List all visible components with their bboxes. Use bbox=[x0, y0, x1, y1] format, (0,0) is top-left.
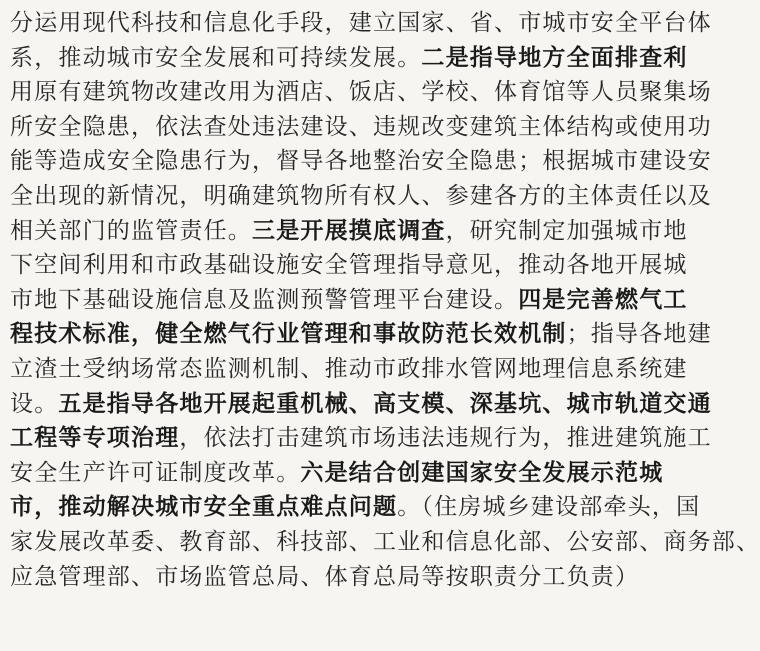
text-line bbox=[10, 75, 712, 110]
text-segment: 分运用现代科技和信息化手段，建立国家、省、市城市安全平台体 bbox=[10, 10, 712, 36]
bold-text-segment: 五是指导各地开展起重机械、高支模、深基坑、城市轨道交通 bbox=[58, 389, 712, 417]
text-segment: 设。 bbox=[10, 390, 59, 417]
text-line bbox=[10, 214, 688, 249]
document-body bbox=[10, 6, 760, 594]
bold-text-segment: 工程等专项治理 bbox=[10, 424, 180, 452]
text-line bbox=[10, 456, 664, 491]
text-line bbox=[10, 387, 712, 422]
text-line bbox=[10, 560, 640, 595]
text-segment: 下空间利用和市政基础设施安全管理指导意见，推动各地开展城 bbox=[10, 252, 688, 279]
text-line bbox=[10, 179, 712, 214]
bold-text-segment: 六是结合创建国家安全发展示范城 bbox=[300, 458, 664, 486]
text-line bbox=[10, 352, 688, 387]
text-segment: 系，推动城市安全发展和可持续发展。 bbox=[10, 44, 422, 71]
text-segment: 市地下基础设施信息及监测预警管理平台建设。 bbox=[10, 286, 519, 313]
text-line bbox=[10, 283, 688, 318]
text-segment: ；指导各地建 bbox=[566, 321, 712, 348]
text-line bbox=[10, 490, 701, 525]
text-segment: 家发展改革委、教育部、科技部、工业和信息化部、公安部、商务部、 bbox=[10, 528, 760, 555]
text-line bbox=[10, 41, 688, 76]
bold-text-segment: 程技术标准，健全燃气行业管理和事故防范长效机制 bbox=[10, 320, 567, 348]
text-segment: 立渣土受纳场常态监测机制、推动市政排水管网地理信息系统建 bbox=[10, 355, 688, 382]
text-segment: 能等造成安全隐患行为，督导各地整治安全隐患；根据城市建设安 bbox=[10, 148, 712, 175]
text-segment: ，依法打击建筑市场违法违规行为，推进建筑施工 bbox=[179, 425, 712, 452]
bold-text-segment: 二是指导地方全面排查利 bbox=[421, 43, 688, 71]
text-line bbox=[10, 144, 712, 179]
text-segment: 。（住房城乡建设部牵头，国 bbox=[397, 494, 701, 521]
text-segment: 安全生产许可证制度改革。 bbox=[10, 459, 301, 486]
bold-text-segment: 三是开展摸底调查 bbox=[252, 216, 446, 244]
text-line bbox=[10, 248, 688, 283]
text-segment: 全出现的新情况，明确建筑物所有权人、参建各方的主体责任以及 bbox=[10, 182, 712, 209]
bold-text-segment: 市，推动解决城市安全重点难点问题 bbox=[10, 493, 398, 521]
text-line bbox=[10, 421, 712, 456]
text-line bbox=[10, 525, 760, 560]
text-segment: 用原有建筑物改建改用为酒店、饭店、学校、体育馆等人员聚集场 bbox=[10, 79, 712, 106]
text-segment: ，研究制定加强城市地 bbox=[445, 217, 688, 244]
text-line bbox=[10, 110, 712, 145]
text-segment: 应急管理部、市场监管总局、体育总局等按职责分工负责） bbox=[10, 563, 640, 590]
text-segment: 相关部门的监管责任。 bbox=[10, 217, 252, 244]
bold-text-segment: 四是完善燃气工 bbox=[518, 285, 688, 313]
text-line bbox=[10, 6, 712, 41]
text-segment: 所安全隐患，依法查处违法建设、违规改变建筑主体结构或使用功 bbox=[10, 113, 712, 140]
text-line bbox=[10, 317, 712, 352]
